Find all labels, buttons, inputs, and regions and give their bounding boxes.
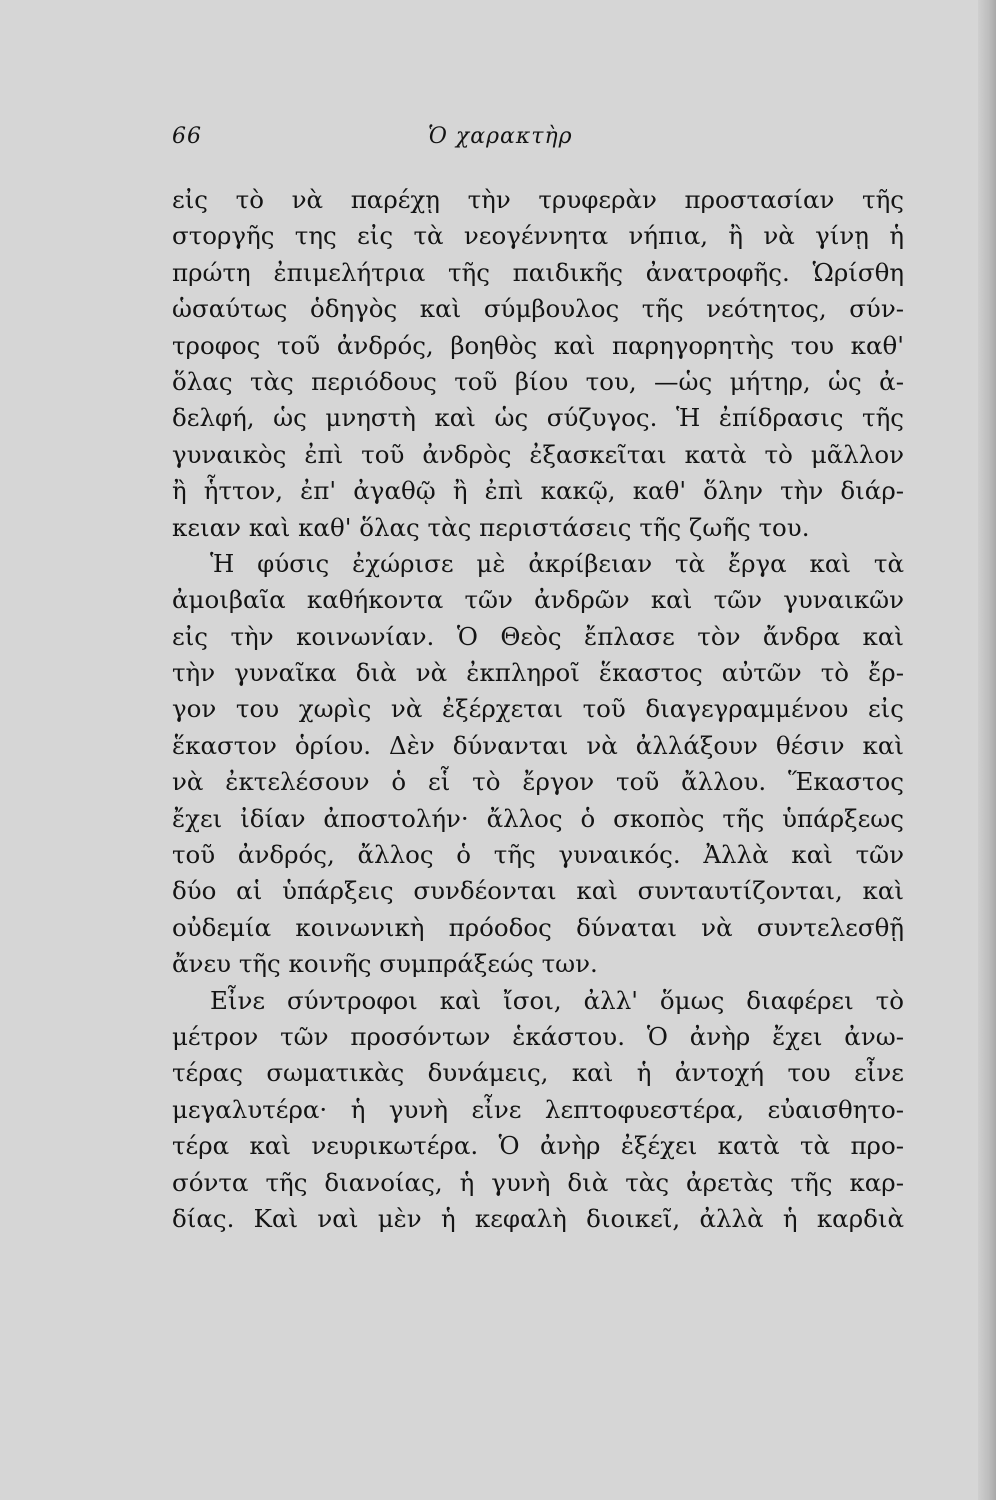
text-line: ἢ ἧττον, ἐπ' ἀγαθῷ ἢ ἐπὶ κακῷ, καθ' ὅλην τὴν διάρ-: [172, 476, 904, 506]
text-line: τροφος τοῦ ἀνδρός, βοηθὸς καὶ παρηγορητὴς του καθ': [172, 330, 904, 360]
text-line: ἔχει ἰδίαν ἀποστολήν· ἄλλος ὁ σκοπὸς τῆς ὑπάρξεως: [172, 803, 904, 833]
page-edge-shadow: [978, 0, 996, 1500]
text-line: μεγαλυτέρα· ἡ γυνὴ εἶνε λεπτοφυεστέρα, εὐαισθητο-: [172, 1094, 904, 1124]
text-line: ἄνευ τῆς κοινῆς συμπράξεώς των.: [172, 949, 598, 979]
text-line: δύο αἱ ὑπάρξεις συνδέονται καὶ συνταυτίζονται, καὶ: [172, 876, 904, 906]
text-line: τέρα καὶ νευρικωτέρα. Ὁ ἀνὴρ ἐξέχει κατὰ τὰ προ-: [172, 1131, 904, 1161]
text-line: οὐδεμία κοινωνικὴ πρόοδος δύναται νὰ συντελεσθῇ: [172, 912, 904, 942]
text-line: ὅλας τὰς περιόδους τοῦ βίου του, —ὡς μήτηρ, ὡς ἀ-: [172, 366, 904, 396]
text-line: μέτρον τῶν προσόντων ἑκάστου. Ὁ ἀνὴρ ἔχει ἀνω-: [172, 1021, 904, 1051]
body-text: [172, 182, 904, 1237]
running-title: Ὁ χαρακτὴρ: [428, 124, 573, 149]
text-line: γυναικὸς ἐπὶ τοῦ ἀνδρὸς ἐξασκεῖται κατὰ τὸ μᾶλλον: [172, 439, 904, 469]
text-line: κειαν καὶ καθ' ὅλας τὰς περιστάσεις τῆς ζωῆς του.: [172, 512, 810, 542]
text-line: εἰς τὴν κοινωνίαν. Ὁ Θεὸς ἔπλασε τὸν ἄνδρα καὶ: [172, 621, 904, 651]
text-line: ἀμοιβαῖα καθήκοντα τῶν ἀνδρῶν καὶ τῶν γυναικῶν: [172, 585, 904, 615]
text-line: Ἡ φύσις ἐχώρισε μὲ ἀκρίβειαν τὰ ἔργα καὶ τὰ: [210, 548, 904, 578]
text-line: τέρας σωματικὰς δυνάμεις, καὶ ἡ ἀντοχή του εἶνε: [172, 1058, 904, 1088]
text-line: δίας. Καὶ ναὶ μὲν ἡ κεφαλὴ διοικεῖ, ἀλλὰ ἡ καρδιὰ: [172, 1203, 904, 1233]
text-line: ὡσαύτως ὁδηγὸς καὶ σύμβουλος τῆς νεότητος, σύν-: [172, 294, 904, 324]
text-line: νὰ ἐκτελέσουν ὁ εἷ τὸ ἔργον τοῦ ἄλλου. Ἕκαστος: [172, 767, 904, 797]
text-line: πρώτη ἐπιμελήτρια τῆς παιδικῆς ἀνατροφῆς. Ὡρίσθη: [172, 257, 904, 287]
text-line: τὴν γυναῖκα διὰ νὰ ἐκπληροῖ ἕκαστος αὐτῶν τὸ ἔρ-: [172, 658, 904, 688]
text-line: γον του χωρὶς νὰ ἐξέρχεται τοῦ διαγεγραμμένου εἰς: [172, 694, 904, 724]
text-line: στοργῆς της εἰς τὰ νεογέννητα νήπια, ἢ νὰ γίνῃ ἡ: [172, 221, 904, 251]
text-line: τοῦ ἀνδρός, ἄλλος ὁ τῆς γυναικός. Ἀλλὰ καὶ τῶν: [172, 840, 904, 870]
text-line: Εἶνε σύντροφοι καὶ ἴσοι, ἀλλ' ὅμως διαφέρει τὸ: [210, 985, 904, 1015]
text-line: σόντα τῆς διανοίας, ἡ γυνὴ διὰ τὰς ἀρετὰς τῆς καρ-: [172, 1167, 904, 1197]
text-line: ἕκαστον ὁρίου. Δὲν δύνανται νὰ ἀλλάξουν θέσιν καὶ: [172, 730, 904, 760]
text-line: εἰς τὸ νὰ παρέχῃ τὴν τρυφερὰν προστασίαν τῆς: [172, 185, 904, 214]
page-header: [172, 124, 912, 158]
page-number: 66: [172, 124, 202, 149]
text-line: δελφή, ὡς μνηστὴ καὶ ὡς σύζυγος. Ἡ ἐπίδρασις τῆς: [172, 403, 904, 433]
